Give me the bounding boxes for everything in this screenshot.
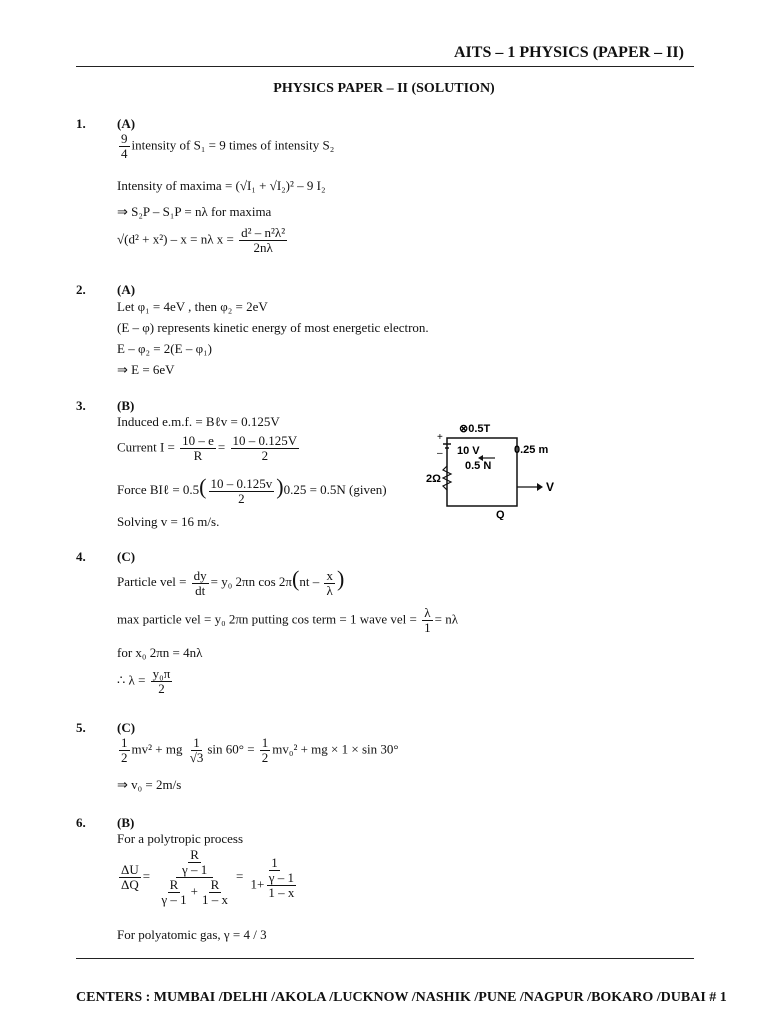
q6-equation: $\frac{\Delta U}{\Delta Q}$ = $\frac{R}{\gamma - 1}$ $\frac{R}{\gamma - 1}$ + $\frac{R}{1 - x}$ = 1 1+ $\frac{\gamma - 1}{1 - x}$ <box>117 848 302 907</box>
q2-line-3: E – φ₂ = 2(E – φ₁) <box>117 341 212 356</box>
fraction: $\frac{\text{y₀π}}{2}$ <box>152 666 171 696</box>
answer-5: (C) <box>117 720 136 735</box>
answer-3: (B) <box>117 398 135 413</box>
fraction: $\frac{10 - e}{R}$ <box>182 433 214 463</box>
q4-line-3: for x₀ 2πn = 4nλ <box>117 645 203 660</box>
q2-line-1: Let φ₁ = 4eV , then φ₂ = 2eV <box>117 299 268 314</box>
page-header: AITS – 1 PHYSICS (PAPER – II) <box>454 44 684 61</box>
answer-4: (C) <box>117 549 136 564</box>
fraction: $\frac{10 - 0.125V}{2}$ <box>232 433 298 463</box>
fraction: $\frac{1}{2}$ <box>121 735 128 765</box>
q6-line-2: For polyatomic gas, γ = 4 / 3 <box>117 927 267 942</box>
resistor-label: 2Ω <box>426 473 441 485</box>
fraction: $\frac{1}{√3}$ <box>189 735 204 765</box>
question-number-5: 5. <box>76 720 86 735</box>
q3-line-3: Force BIℓ = 0.5( $\frac{10 - 0.125v}{2}$ )0.25 = 0.5N (given) <box>117 474 387 506</box>
q1-line-4: √(d² + x²) – x = nλ x = $\frac{\text{d² – n²λ²}}{2n\lambda}$ <box>117 225 286 255</box>
question-number-3: 3. <box>76 398 86 413</box>
fraction: $\frac{\Delta U}{\Delta Q}$ <box>121 862 139 892</box>
fraction: $\frac{dy}{dt}$ <box>193 567 207 598</box>
question-number-6: 6. <box>76 815 86 830</box>
fraction: $\frac{1}{2}$ <box>261 735 269 765</box>
footer-rule <box>76 958 694 959</box>
fraction: $\frac{R}{\gamma - 1}$ $\frac{R}{\gamma - 1}$ + $\frac{R}{1 - x}$ <box>161 847 228 907</box>
fraction: $\frac{9}{4}$ <box>121 131 128 161</box>
question-number-4: 4. <box>76 549 86 564</box>
q3-line-4: Solving v = 16 m/s. <box>117 514 220 529</box>
answer-2: (A) <box>117 282 136 297</box>
velocity-label: V <box>546 480 555 494</box>
question-number-1: 1. <box>76 116 86 131</box>
q1-line-2: Intensity of maxima = (√I₁ + √I₂)² – 9 I₂ <box>117 178 326 193</box>
circuit-diagram <box>425 420 565 520</box>
q4-line-1: Particle vel = $\frac{dy}{dt}$ = y₀ 2πn cos 2π(nt – $\frac{x}{\lambda}$ ) <box>117 566 345 598</box>
point-label: Q <box>496 509 505 520</box>
fraction: $\frac{x}{\lambda}$ <box>326 567 333 598</box>
q3-line-1: Induced e.m.f. = Bℓv = 0.125V <box>117 414 280 429</box>
q2-line-4: ⇒ E = 6eV <box>117 362 175 377</box>
q2-line-2: (E – φ) represents kinetic energy of most energetic electron. <box>117 320 429 335</box>
q1-line-3: ⇒ S₂P – S₁P = nλ for maxima <box>117 204 272 219</box>
fraction: $\frac{\lambda}{1}$ <box>424 605 431 635</box>
battery-label: 10 V <box>457 445 480 457</box>
fraction: $\frac{\text{d² – n²λ²}}{2n\lambda}$ <box>241 225 286 255</box>
header-rule <box>76 66 694 67</box>
q6-line-1: For a polytropic process <box>117 831 244 846</box>
answer-1: (A) <box>117 116 136 131</box>
velocity-arrowhead <box>537 483 543 491</box>
force-label: 0.5 N <box>465 460 492 472</box>
q5-line-1: $\frac{1}{2}$ mv² + mg $\frac{1}{√3}$ sin 60° = $\frac{1}{2}$ mv₀² + mg × 1 × sin 30° <box>121 735 399 765</box>
q4-line-4: ∴ λ = $\frac{\text{y₀π}}{2}$ <box>117 666 171 696</box>
q3-line-2: Current I = $\frac{10 - e}{R}$ = $\frac{10 - 0.125V}{2}$ <box>117 433 298 463</box>
page-footer: CENTERS : MUMBAI /DELHI /AKOLA /LUCKNOW /NASHIK /PUNE /NAGPUR /BOKARO /DUBAI # 1 <box>76 990 727 1005</box>
fraction: 1 1+ $\frac{\gamma - 1}{1 - x}$ <box>250 854 295 900</box>
length-label: 0.25 m <box>514 444 549 456</box>
page-title: PHYSICS PAPER – II (SOLUTION) <box>273 81 495 96</box>
q4-line-2: max particle vel = y₀ 2πn putting cos term = 1 wave vel = $\frac{\lambda}{1}$ = nλ <box>117 605 459 635</box>
minus-label: – <box>437 448 443 459</box>
fraction: $\frac{10 - 0.125v}{2}$ <box>210 475 273 506</box>
plus-label: + <box>437 432 443 443</box>
q5-line-2: ⇒ v₀ = 2m/s <box>117 777 182 792</box>
q1-line-1: $\frac{9}{4}$ intensity of S₁ = 9 times of intensity S₂ <box>121 131 335 161</box>
answer-6: (B) <box>117 815 135 830</box>
question-number-2: 2. <box>76 282 86 297</box>
field-label: ⊗0.5T <box>459 423 491 435</box>
